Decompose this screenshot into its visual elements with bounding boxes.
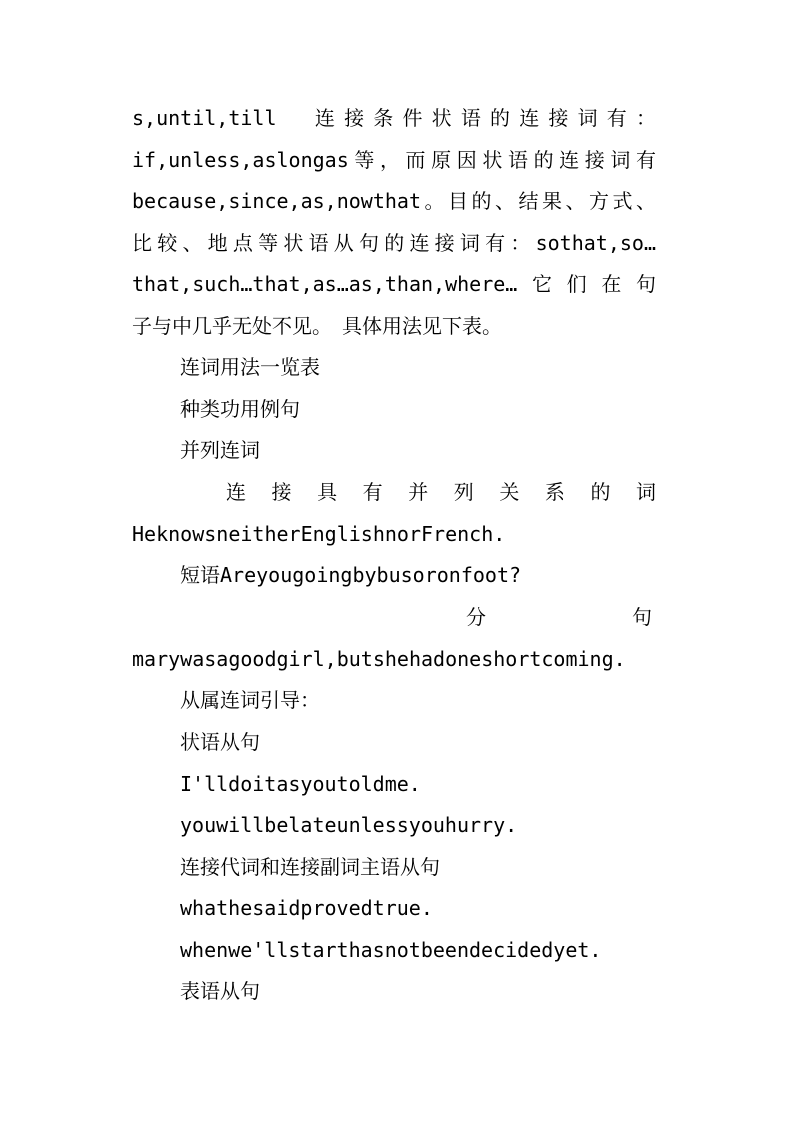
table-header: 种类功用例句 — [180, 397, 300, 421]
example-words: HeknowsneitherEnglishnorFrench. — [132, 522, 506, 546]
predicative-clause-label: 表语从句 — [180, 979, 260, 1003]
adverbial-example-2: youwillbelateunlessyouhurry. — [180, 813, 518, 837]
subordinating-intro: 从属连词引导： — [180, 688, 320, 712]
category-coordinating: 并列连词 — [180, 438, 260, 462]
phrase-example: 短语Areyougoingbybusoronfoot? — [180, 563, 522, 587]
clause-label-part-2: 句 — [632, 605, 652, 629]
body-text-line-4: 比较、地点等状语从句的连接词有：sothat,so… — [132, 231, 656, 255]
subject-example-2: whenwe'llstarthasnotbeendecidedyet. — [180, 938, 602, 962]
subject-clause-label: 连接代词和连接副词主语从句 — [180, 855, 440, 879]
body-text-line-6: 子与中几乎无处不见。 具体用法见下表。 — [132, 314, 502, 338]
clause-example: marywasagoodgirl,butshehadoneshortcoming. — [132, 647, 626, 671]
clause-label-part-1: 分 — [466, 605, 486, 629]
function-words-line: 连 接 具 有 并 列 关 系 的 词 — [226, 480, 656, 504]
body-text-line-1: s,until,till 连接条件状语的连接词有： — [132, 106, 656, 130]
adverbial-example-1: I'lldoitasyoutoldme. — [180, 772, 421, 796]
adverbial-clause-label: 状语从句 — [180, 730, 260, 754]
subject-example-1: whathesaidprovedtrue. — [180, 896, 433, 920]
body-text-line-5: that,such…that,as…as,than,where…它们在句 — [132, 272, 656, 296]
clause-label-line — [132, 602, 656, 632]
body-text-line-3: because,since,as,nowthat。目的、结果、方式、 — [132, 189, 656, 213]
table-title: 连词用法一览表 — [180, 355, 320, 379]
body-text-line-2: if,unless,aslongas等，而原因状语的连接词有 — [132, 148, 656, 172]
